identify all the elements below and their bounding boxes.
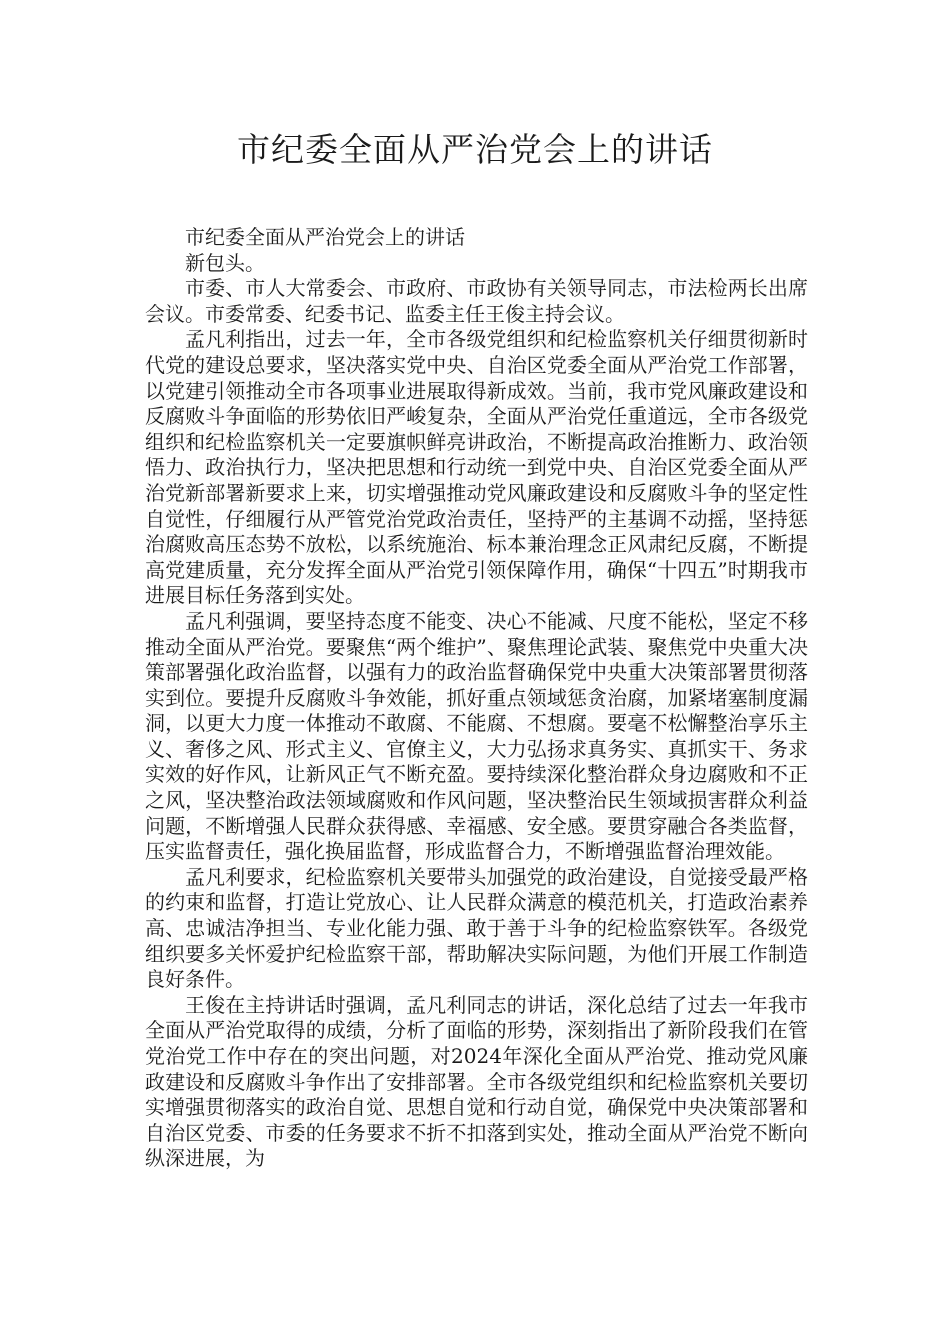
paragraph-subtitle: 市纪委全面从严治党会上的讲话 bbox=[185, 225, 465, 249]
paragraph-wang-remarks: 王俊在主持讲话时强调，孟凡利同志的讲话，深化总结了过去一年我市全面从严治党取得的成绩，分析了面临的形势，深刻指出了新阶段我们在管党治党工作中存在的突出问题，对2024年深化全面从严治党、推动党风廉政建设和反腐败斗争作出了安排部署。全市各级党组织和纪检监察机关要切实增强贯彻落实的政治自觉、思想自觉和行动自觉，确保党中央决策部署和自治区党委、市委的任务要求不折不扣落到实处，推动全面从严治党不断向纵深进展，为 bbox=[145, 992, 808, 1171]
document-title: 市纪委全面从严治党会上的讲话 bbox=[237, 130, 713, 169]
paragraph-intro: 新包头。 bbox=[185, 250, 265, 275]
paragraph-meng-pointed-out: 孟凡利指出，过去一年，全市各级党组织和纪检监察机关仔细贯彻新时代党的建设总要求，坚决落实党中央、自治区党委全面从严治党工作部署，以党建引领推动全市各项事业进展取得新成效。当前，我市党风廉政建设和反腐败斗争面临的形势依旧严峻复杂，全面从严治党任重道远，全市各级党组织和纪检监察机关一定要旗帜鲜亮讲政治，不断提高政治推断力、政治领悟力、政治执行力，坚决把思想和行动统一到党中央、自治区党委全面从严治党新部署新要求上来，切实增强推动党风廉政建设和反腐败斗争的坚定性自觉性，仔细履行从严管党治党政治责任，坚持严的主基调不动摇，坚持惩治腐败高压态势不放松，以系统施治、标本兼治理念正风肃纪反腐，不断提高党建质量，充分发挥全面从严治党引领保障作用，确保“十四五”时期我市进展目标任务落到实处。 bbox=[145, 327, 808, 608]
document-body bbox=[145, 225, 808, 1172]
paragraph-meng-required: 孟凡利要求，纪检监察机关要带头加强党的政治建设，自觉接受最严格的约束和监督，打造让党放心、让人民群众满意的模范机关，打造政治素养高、忠诚洁净担当、专业化能力强、敢于善于斗争的纪检监察铁军。各级党组织要多关怀爱护纪检监察干部，帮助解决实际问题，为他们开展工作制造良好条件。 bbox=[145, 864, 808, 992]
paragraph-attendees: 市委、市人大常委会、市政府、市政协有关领导同志，市法检两长出席会议。市委常委、纪委书记、监委主任王俊主持会议。 bbox=[145, 276, 808, 326]
paragraph-meng-emphasized: 孟凡利强调，要坚持态度不能变、决心不能减、尺度不能松，坚定不移推动全面从严治党。要聚焦“两个维护”、聚焦理论武装、聚焦党中央重大决策部署强化政治监督，以强有力的政治监督确保党中央重大决策部署贯彻落实到位。要提升反腐败斗争效能，抓好重点领域惩贪治腐，加紧堵塞制度漏洞，以更大力度一体推动不敢腐、不能腐、不想腐。要毫不松懈整治享乐主义、奢侈之风、形式主义、官僚主义，大力弘扬求真务实、真抓实干、务求实效的好作风，让新风正气不断充盈。要持续深化整治群众身边腐败和不正之风，坚决整治政法领域腐败和作风问题，坚决整治民生领域损害群众利益问题，不断增强人民群众获得感、幸福感、安全感。要贯穿融合各类监督，压实监督责任，强化换届监督，形成监督合力，不断增强监督治理效能。 bbox=[145, 608, 808, 864]
